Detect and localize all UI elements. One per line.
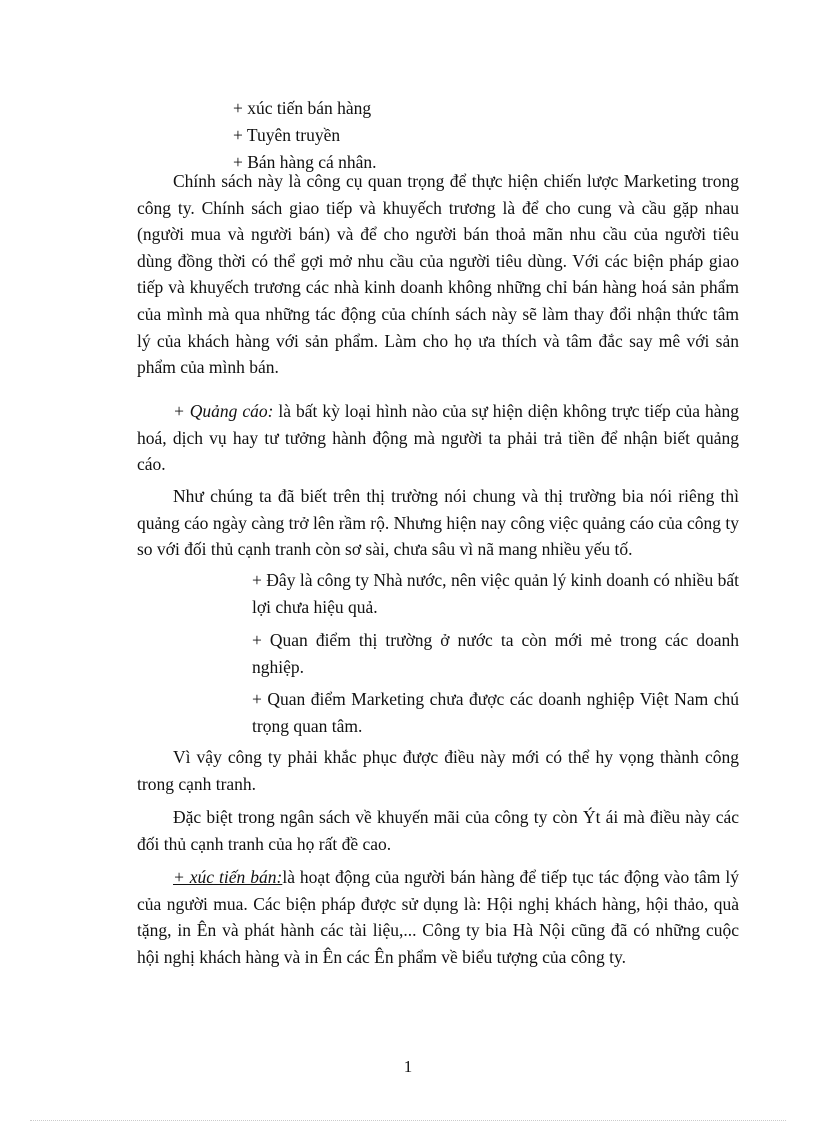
paragraph-conclusion: Vì vậy công ty phải khắc phục được điều này mới có thể hy vọng thành công trong cạnh tranh.: [137, 747, 739, 794]
promotion-tools-list: [233, 95, 377, 176]
paragraph-market: Như chúng ta đã biết trên thị trường nói chung và thị trường bia nói riêng thì quảng cáo ngày càng trở lên rầm rộ. Nhưng hiện nay công việc quảng cáo của công ty so với đối thủ cạnh tranh còn sơ sài, chưa sâu vì nã mang nhiều yếu tố.: [137, 486, 739, 560]
page-number: 1: [403, 1057, 413, 1076]
list-item: + Bán hàng cá nhân.: [233, 152, 377, 172]
reason-item: + Quan điểm Marketing chưa được các doanh nghiệp Việt Nam chú trọng quan tâm.: [252, 689, 739, 736]
advertising-text: là bất kỳ loại hình nào của sự hiện diện không trực tiếp của hàng hoá, dịch vụ hay tư tưởng hành động mà người ta phải trả tiền để nhận biết quảng cáo.: [137, 401, 739, 475]
sales-promotion-text: là hoạt động của người bán hàng để tiếp tục tác động vào tâm lý của người mua. Các biện pháp được sử dụng là: Hội nghị khách hàng, hội thảo, quà tặng, in Ên và phát hành các tài liệu,... Công ty bia Hà Nội cũng đã có những cuộc hội nghị khách hàng và in Ên các Ên phẩm về biểu tượng của công ty.: [137, 867, 739, 967]
advertising-label: + Quảng cáo:: [173, 401, 274, 421]
paragraph-policy: Chính sách này là công cụ quan trọng để thực hiện chiến lược Marketing trong công ty. Chính sách giao tiếp và khuyếch trương là để cho cung và cầu gặp nhau (người mua và người bán) và để cho người bán thoả mãn nhu cầu của người tiêu dùng đồng thời có thể gợi mở nhu cầu của người tiêu dùng. Với các biện pháp giao tiếp và khuyếch trương các nhà kinh doanh không những chỉ bán hàng hoá sản phẩm của mình mà qua những tác động của chính sách này sẽ làm thay đổi nhận thức tâm lý của khách hàng với sản phẩm. Làm cho họ ưa thích và tâm đắc say mê với sản phẩm của mình bán.: [137, 171, 739, 378]
page-bottom-divider: [30, 1120, 786, 1121]
reason-item: + Quan điểm thị trường ở nước ta còn mới mẻ trong các doanh nghiệp.: [252, 630, 739, 677]
paragraph-advertising: [137, 398, 739, 478]
reason-item: + Đây là công ty Nhà nước, nên việc quản lý kinh doanh có nhiều bất lợi chưa hiệu quả.: [252, 570, 739, 617]
list-item: + Tuyên truyền: [233, 125, 341, 145]
sales-promotion-label: + xúc tiến bán:: [173, 867, 283, 887]
list-item: + xúc tiến bán hàng: [233, 98, 372, 118]
paragraph-budget: Đặc biệt trong ngân sách về khuyến mãi của công ty còn Ýt ái mà điều này các đối thủ cạnh tranh của họ rất đề cao.: [137, 807, 739, 854]
paragraph-sales-promotion: [137, 864, 739, 970]
